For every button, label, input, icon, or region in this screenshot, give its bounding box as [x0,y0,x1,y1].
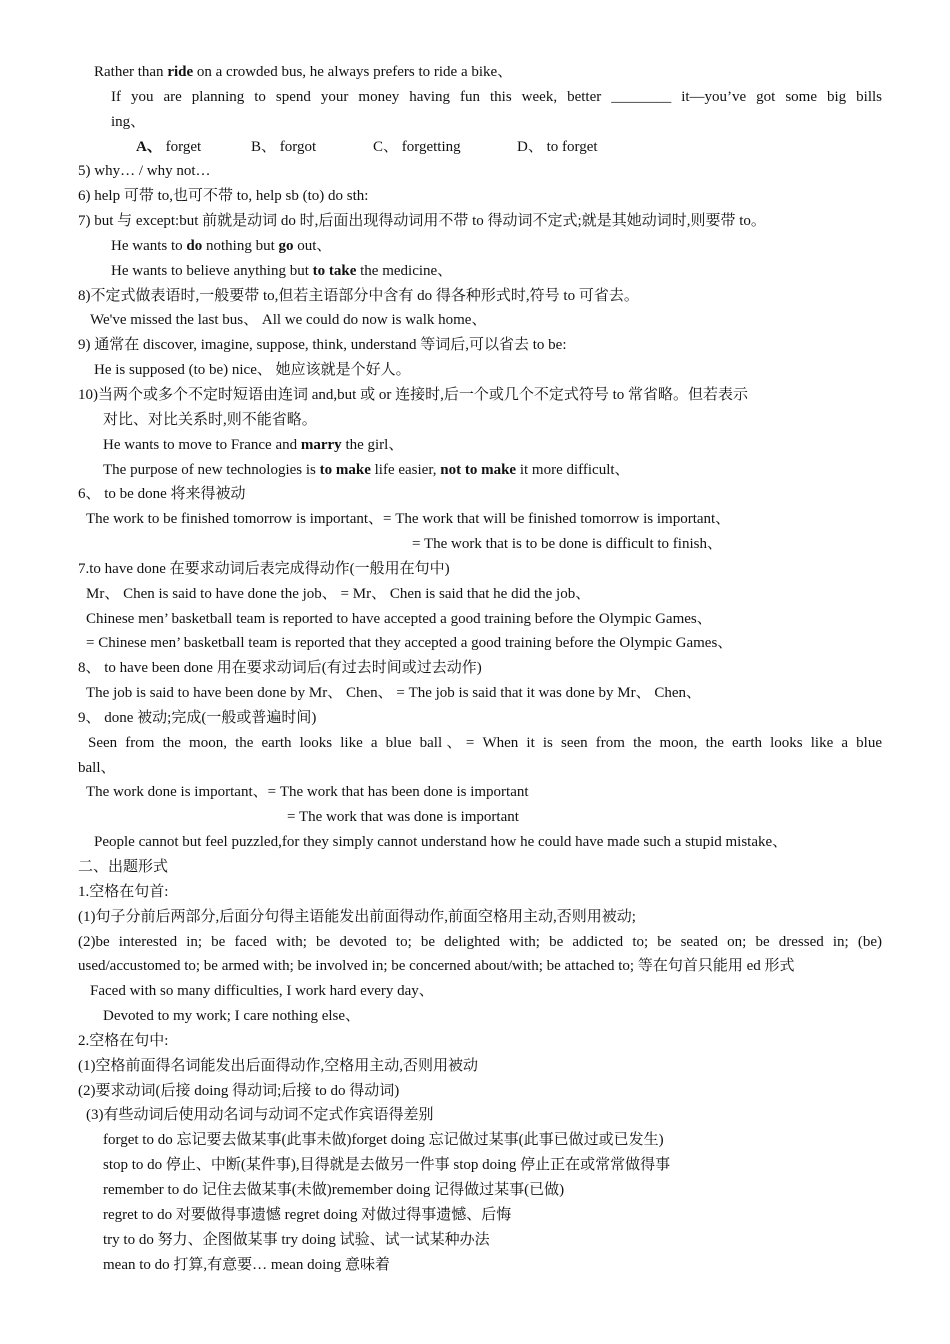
document-page [0,60,950,1277]
line-text: Mr、 Chen is said to have done the job、 = Mr、 Chen is said that he did the job、 [86,585,591,602]
line-text: 10)当两个或多个不定时短语由连词 and,but 或 or 连接时,后一个或几个不定式符号 to 常省略。但若表示 [78,386,748,403]
line-text: 8、 to have been done 用在要求动词后(有过去时间或过去动作) [78,660,482,677]
text-line [0,557,950,582]
line-text: 8)不定式做表语时,一般要带 to,但若主语部分中含有 do 得各种形式时,符号 to 可省去。 [78,287,639,304]
line-text: 对比、对比关系时,则不能省略。 [103,411,317,428]
bold-text: to make [319,461,371,478]
text-line [0,184,950,209]
line-text: 9、 done 被动;完成(一般或普遍时间) [78,709,317,726]
text-line [0,954,950,979]
text-line [0,1153,950,1178]
line-text: He wants to move to France and [103,436,301,453]
text-line [0,1253,950,1278]
line-text: 二、出题形式 [78,859,169,875]
text-line [0,507,950,532]
text-line [0,234,950,259]
line-text: ball、 [78,759,116,776]
text-line [0,805,950,830]
option-a [136,135,251,160]
text-line [0,1029,950,1054]
line-text: = Chinese men’ basketball team is reported that they accepted a good training before the Olympic Games、 [86,635,733,652]
line-text: The work to be finished tomorrow is important、= The work that will be finished tomorrow is important、 [86,511,731,528]
line-text: ing、 [111,113,146,130]
line-text: He wants to believe anything but [111,262,313,279]
line-text: it more difficult、 [516,461,630,478]
text-line [0,159,950,184]
line-text: used/accustomed to; be armed with; be involved in; be concerned about/with; be attached to; 等在句首只能用 ed 形式 [78,958,795,975]
line-text: Faced with so many difficulties, I work hard every day、 [90,983,434,1000]
option-c [373,135,517,160]
line-text: try to do 努力、企图做某事 try doing 试验、试一试某种办法 [103,1231,490,1248]
text-line [0,1004,950,1029]
text-line [0,209,950,234]
option-letter: D、 [517,138,543,155]
line-text: mean to do 打算,有意要… mean doing 意味着 [103,1256,391,1273]
line-text: nothing but [202,237,279,254]
line-text: regret to do 对要做得事遗憾 regret doing 对做过得事遗憾、后悔 [103,1206,512,1223]
text-line [0,607,950,632]
line-text: 7) but 与 except:but 前就是动词 do 时,后面出现得动词用不带 to 得动词不定式;就是其她动词时,则要带 to。 [78,213,766,230]
line-text: Devoted to my work; I care nothing else、 [103,1008,361,1025]
line-text: If you are planning to spend your money having fun this week, better ________ it—you’ve got some big bills [111,88,882,105]
answer-options [0,135,950,160]
text-line [0,582,950,607]
text-line [0,780,950,805]
text-line [0,284,950,309]
bold-text: do [186,237,203,254]
option-text: to forget [546,138,598,155]
text-line [0,433,950,458]
option-b [251,135,373,160]
line-text: He is supposed (to be) nice、 她应该就是个好人。 [94,362,411,379]
line-text: 6、 to be done 将来得被动 [78,486,246,503]
line-text: The purpose of new technologies is [103,461,320,478]
line-text: 9) 通常在 discover, imagine, suppose, think, understand 等词后,可以省去 to be: [78,337,567,354]
line-text: Chinese men’ basketball team is reported to have accepted a good training before the Olympic Games、 [86,610,712,627]
text-line [0,408,950,433]
line-text: the girl、 [341,436,404,453]
line-text: stop to do 停止、中断(某件事),目得就是去做另一件事 stop doing 停止正在或常常做得事 [103,1157,671,1174]
line-text: 5) why… / why not… [78,163,211,180]
text-line [0,1128,950,1153]
text-line [0,60,950,85]
line-text: The work done is important、= The work that has been done is important [86,784,529,801]
text-line [0,532,950,557]
line-text: forget to do 忘记要去做某事(此事未做)forget doing 忘记做过某事(此事已做过或已发生) [103,1132,664,1149]
bold-text: ride [167,64,194,80]
bold-text: marry [300,436,342,453]
line-text: = The work that was done is important [287,809,519,826]
line-text: We've missed the last bus、 All we could do now is walk home、 [90,312,487,329]
bold-text: not to make [440,461,517,478]
line-text: Seen from the moon, the earth looks like a blue ball、= When it is seen from the moon, the earth looks like a blue [88,734,882,751]
line-text: 7.to have done 在要求动词后表完成得动作(一般用在句中) [78,560,450,577]
text-line [0,1103,950,1128]
text-line [0,930,882,955]
text-line [0,1054,950,1079]
line-text: 6) help 可带 to,也可不带 to, help sb (to) do sth: [78,188,369,205]
line-text: 1.空格在句首: [78,883,169,900]
text-line [0,756,950,781]
line-text: life easier, [370,461,441,478]
text-line [0,731,882,756]
text-line [0,706,950,731]
text-line [0,482,950,507]
text-line [0,458,950,483]
text-line [0,656,950,681]
bold-text: to take [312,262,357,279]
line-text: 2.空格在句中: [78,1032,169,1049]
line-text: = The work that is to be done is difficult to finish、 [412,536,722,553]
text-line [0,259,950,284]
text-line [0,110,950,135]
option-text: forget [165,138,202,155]
line-text: the medicine、 [356,262,453,279]
option-letter: C、 [373,138,399,155]
line-text: (3)有些动词后使用动名词与动词不定式作宾语得差别 [86,1107,434,1124]
bold-text: go [278,237,294,254]
text-line [0,830,950,855]
line-text: on a crowded bus, he always prefers to ride a bike、 [193,64,513,80]
text-line [0,1178,950,1203]
text-line [0,855,950,880]
text-line [0,979,950,1004]
line-text: (1)空格前面得名词能发出后面得动作,空格用主动,否则用被动 [78,1057,478,1074]
option-letter: A、 [136,138,162,155]
text-line [0,333,950,358]
option-text: forgot [279,138,317,155]
text-line [0,880,950,905]
text-line [0,1079,950,1104]
text-line [0,631,950,656]
line-text: The job is said to have been done by Mr、 Chen、 = The job is said that it was done by Mr、 Chen、 [86,685,702,702]
text-line [0,905,950,930]
text-line [0,308,950,333]
text-line [0,681,950,706]
line-text: remember to do 记住去做某事(未做)remember doing 记得做过某事(已做) [103,1181,565,1198]
text-line [0,358,950,383]
option-letter: B、 [251,138,277,155]
text-line [0,383,950,408]
text-line [0,85,882,110]
option-d [517,135,647,160]
option-text: forgetting [401,138,461,155]
line-text: (2)be interested in; be faced with; be devoted to; be delighted with; be addicted to; be seated on; be dressed in; (be) [78,933,882,950]
line-text: Rather than [94,64,168,80]
line-text: out、 [293,237,332,254]
line-text: People cannot but feel puzzled,for they simply cannot understand how he could have made such a stupid mistake、 [94,834,788,851]
text-line [0,1228,950,1253]
line-text: (1)句子分前后两部分,后面分句得主语能发出前面得动作,前面空格用主动,否则用被动; [78,908,636,925]
text-line [0,1203,950,1228]
line-text: He wants to [111,237,187,254]
line-text: (2)要求动词(后接 doing 得动词;后接 to do 得动词) [78,1082,400,1099]
